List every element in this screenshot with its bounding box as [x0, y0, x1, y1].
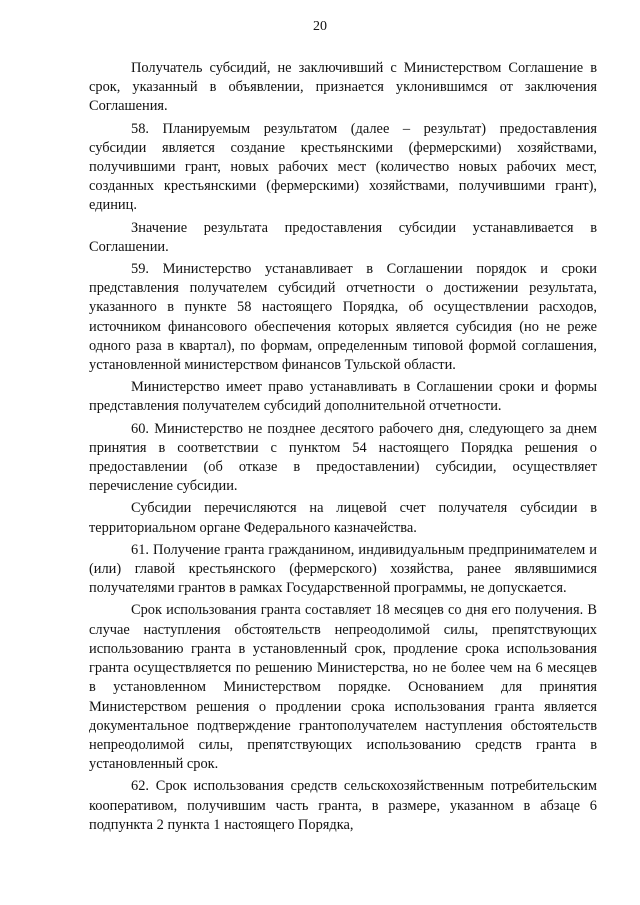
page-number: 20: [313, 19, 327, 34]
paragraph-61-grant-repeat: 61. Получение гранта гражданином, индивидуальным предпринимателем и (или) главой крестьянского (фермерского) хозяйства, ранее являвшимися получателями грантов в рамках Государственной программы, не допускается.: [89, 541, 597, 597]
paragraph-58-result: 58. Планируемым результатом (далее – результат) предоставления субсидии является создание крестьянскими (фермерскими) хозяйствами, получившими грант, новых рабочих мест (количество новых рабочих мест, созданных крестьянскими (фермерскими) хозяйствами, получившими грант), единиц.: [89, 120, 597, 214]
document-body: [89, 59, 597, 838]
paragraph-additional-reporting: Министерство имеет право устанавливать в Соглашении сроки и формы представления получателем субсидий дополнительной отчетности.: [89, 379, 597, 415]
paragraph-62-cooperative-term: 62. Срок использования средств сельскохозяйственным потребительским кооперативом, получившим часть гранта, в размере, указанном в абзаце 6 подпункта 2 пункта 1 настоящего Порядка,: [89, 778, 597, 833]
paragraph-59-reporting: 59. Министерство устанавливает в Соглашении порядок и сроки представления получателем субсидий отчетности о достижении результата, указанного в пункте 58 настоящего Порядка, об осуществлении расходов, источником финансового обеспечения которых является субсидия (но не реже одного раза в квартал), по формам, определенным типовой формой соглашения, установленной министерством финансов Тульской области.: [89, 261, 597, 374]
paragraph-grant-term: Срок использования гранта составляет 18 месяцев со дня его получения. В случае наступления обстоятельств непреодолимой силы, препятствующих использованию гранта в установленный срок, продление срока использования гранта осуществляется по решению Министерства, но не более чем на 6 месяцев в установленном Министерством порядке. Основанием для принятия Министерством решения о продлении срока использования гранта является документальное подтверждение грантополучателем наступления обстоятельств непреодолимой силы, препятствующих использованию средств гранта в установленный срок.: [89, 602, 597, 773]
paragraph-treasury-account: Субсидии перечисляются на лицевой счет получателя субсидии в территориальном органе Федерального казначейства.: [89, 500, 597, 536]
paragraph-60-transfer: 60. Министерство не позднее десятого рабочего дня, следующего за днем принятия в соответствии с пунктом 54 настоящего Порядка решения о предоставлении (об отказе в предоставлении) субсидии, осуществляет перечисление субсидии.: [89, 420, 597, 495]
paragraph-agreement-evasion: Получатель субсидий, не заключивший с Министерством Соглашение в срок, указанный в объявлении, признается уклонившимся от заключения Соглашения.: [89, 60, 597, 115]
paragraph-result-value: Значение результата предоставления субсидии устанавливается в Соглашении.: [89, 219, 597, 255]
